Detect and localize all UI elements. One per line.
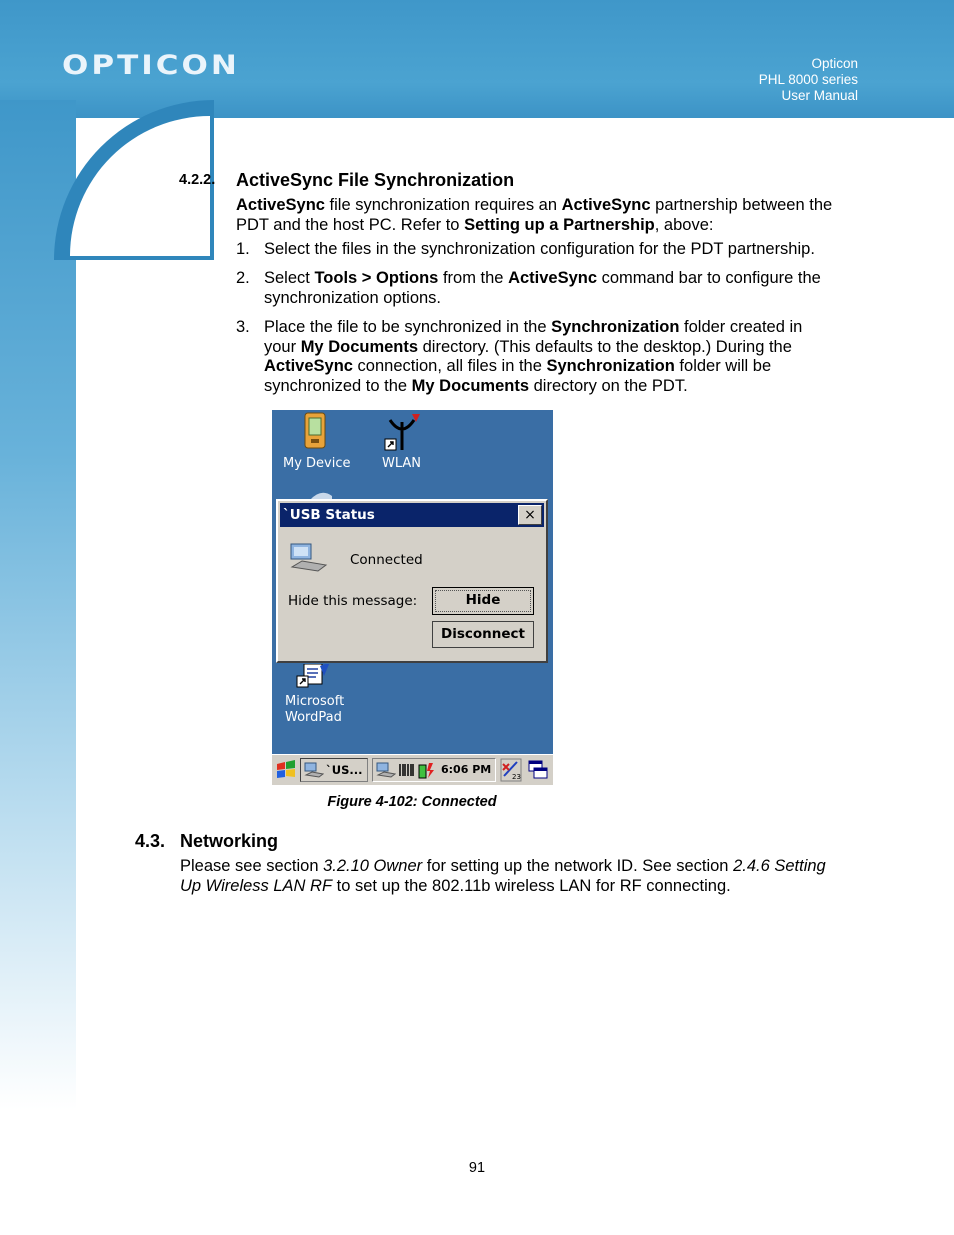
step-3-number: 3. (236, 318, 250, 336)
step-3-t5: connection, all files in the (352, 357, 547, 375)
step-3-b4: Synchronization (546, 357, 675, 375)
taskbar-task-label: `US... (326, 763, 363, 777)
start-windows-icon[interactable] (275, 760, 297, 780)
step-3-t7: synchronized to the (264, 376, 412, 395)
section-43-title: Networking (180, 831, 279, 851)
networking-ref-owner: 3.2.10 Owner (323, 857, 423, 875)
header-model: PHL 8000 series (758, 72, 858, 87)
header-doc: User Manual (781, 88, 858, 103)
intro-bold-partnership: Setting up a Partnership (464, 215, 655, 234)
hide-button-focus (435, 590, 531, 612)
dialog-title: `USB Status (283, 507, 375, 523)
networking-t3: to set up the 802.11b wireless LAN for RF connecting. (332, 876, 731, 895)
svg-text:23: 23 (512, 773, 521, 781)
usb-status-dialog (276, 499, 548, 663)
usb-task-icon (304, 762, 324, 778)
hide-button-label: Hide (465, 592, 501, 608)
intro-text-4: , above: (654, 215, 714, 234)
step-2-b1: Tools > Options (314, 269, 439, 287)
tray-usb-icon[interactable] (376, 762, 396, 778)
networking-t1: Please see section (180, 857, 324, 875)
device-screenshot (272, 410, 553, 785)
section-422-intro (236, 196, 876, 235)
wordpad-label-line2: WordPad (285, 710, 342, 725)
step-3-b3: ActiveSync (264, 357, 353, 375)
intro-bold-activesync-2: ActiveSync (561, 196, 651, 214)
disconnect-button-label: Disconnect (441, 626, 525, 642)
step-3-text (264, 318, 884, 396)
wordpad-icon[interactable] (296, 664, 332, 690)
step-3-t4: directory. (This defaults to the desktop.) During the (418, 337, 792, 356)
wordpad-label-line1: Microsoft (285, 694, 345, 709)
step-3-t2: folder created in (679, 318, 803, 336)
input-panel-icon[interactable] (500, 758, 522, 782)
step-1-text (264, 240, 884, 260)
wlan-label[interactable]: WLAN (382, 456, 422, 471)
step-1-t1: Select the files in the synchronization configuration for the PDT partnership. (264, 240, 815, 258)
step-3-t6: folder will be (674, 357, 772, 375)
step-2-t1: Select (264, 269, 315, 287)
taskbar (272, 754, 553, 785)
figure-caption: Figure 4-102: Connected (327, 794, 497, 810)
intro-bold-activesync: ActiveSync (236, 196, 325, 214)
intro-text-2: partnership between the (650, 196, 833, 214)
step-2-number: 2. (236, 269, 250, 287)
dialog-titlebar (280, 503, 544, 527)
step-2-t2: from the (438, 269, 509, 287)
hide-message-label: Hide this message: (288, 593, 418, 609)
section-422-number: 4.2.2. (179, 172, 216, 188)
barcode-icon[interactable] (399, 763, 415, 777)
status-text: Connected (350, 552, 423, 568)
step-1-number: 1. (236, 240, 250, 258)
header-company: Opticon (811, 56, 858, 71)
step-3-b2: My Documents (300, 337, 419, 356)
step-3-t8: directory on the PDT. (529, 376, 688, 395)
usb-connection-icon (288, 541, 328, 573)
taskbar-task-usb[interactable] (300, 758, 368, 782)
step-3-t3: your (264, 337, 301, 356)
section-43-body (180, 857, 880, 896)
antenna-icon[interactable] (384, 412, 424, 452)
intro-text-1: file synchronization requires an (324, 196, 562, 214)
step-3-t1: Place the file to be synchronized in the (264, 318, 552, 336)
step-3-b1: Synchronization (551, 318, 680, 336)
section-422-title: ActiveSync File Synchronization (236, 170, 515, 190)
networking-t2: for setting up the network ID. See section (422, 857, 734, 875)
page-number: 91 (468, 1160, 486, 1176)
intro-text-3: PDT and the host PC. Refer to (236, 215, 465, 234)
section-43-number: 4.3. (135, 831, 166, 851)
desktop-windows-icon[interactable] (527, 759, 549, 781)
wordpad-label[interactable] (285, 694, 344, 726)
disconnect-button[interactable] (432, 621, 534, 648)
networking-ref-wlan: Up Wireless LAN RF (180, 876, 333, 895)
system-tray (372, 758, 496, 782)
header-doc-info (759, 56, 858, 104)
close-icon[interactable]: × (518, 505, 542, 525)
step-2-t4: synchronization options. (264, 288, 442, 307)
clock-time[interactable]: 6:06 PM (441, 763, 492, 776)
pda-device-icon[interactable] (302, 412, 328, 450)
opticon-logo: OPTICON (62, 50, 240, 81)
hide-button[interactable] (432, 587, 534, 615)
step-3-b5: My Documents (411, 376, 530, 395)
step-2-t3: command bar to configure the (597, 269, 821, 287)
step-2-b2: ActiveSync (508, 269, 598, 287)
battery-icon[interactable] (417, 762, 435, 779)
my-device-label[interactable]: My Device (283, 456, 351, 471)
networking-ref-setting: 2.4.6 Setting (733, 857, 826, 875)
step-2-text (264, 269, 884, 308)
